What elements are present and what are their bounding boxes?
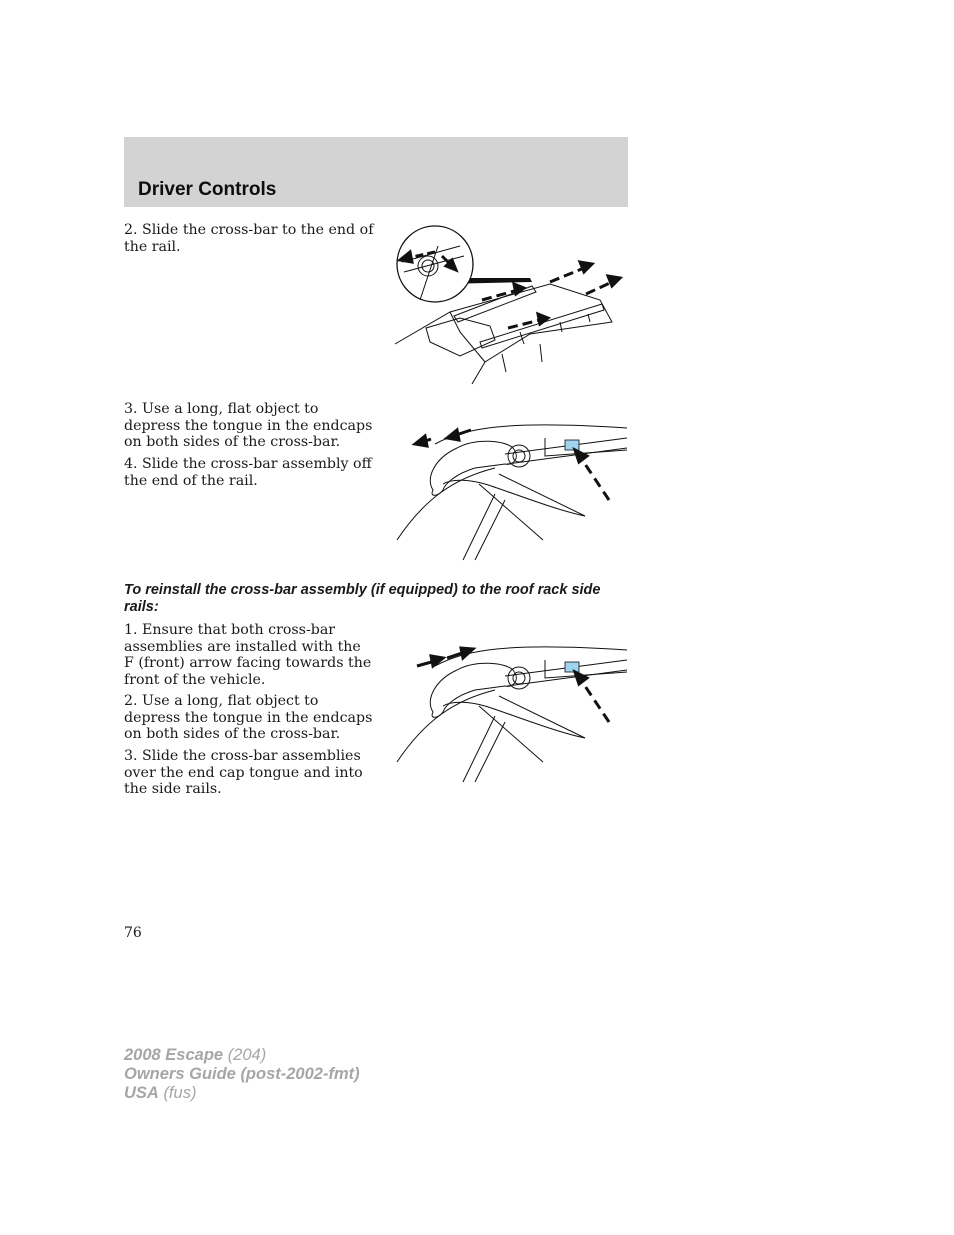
footer-guide: Owners Guide (post-2002-fmt) [124,1065,360,1083]
reinstall-step-3: 3. Slide the cross-bar assemblies over the end cap tongue and into the side rails. [124,748,363,797]
removal-step-2: 2. Slide the cross-bar to the end of the rail. [124,222,374,255]
depress-tongue-remove-illustration [395,418,631,564]
footer-model-code: (204) [227,1046,267,1064]
reinstall-crossbar-illustration [395,640,631,786]
removal-step-3: 3. Use a long, flat object to depress the tongue in the endcaps on both sides of the cross-bar. [124,401,373,450]
footer-market-code: (fus) [163,1084,197,1102]
footer-market: USA [124,1084,159,1102]
page-number: 76 [124,925,142,941]
reinstall-step-2: 2. Use a long, flat object to depress the tongue in the endcaps on both sides of the cross-bar. [124,693,373,742]
footer-model: 2008 Escape [124,1046,224,1064]
reinstall-step-1: 1. Ensure that both cross-bar assemblies are installed with the F (front) arrow facing towards the front of the vehicle. [124,622,372,688]
removal-step-4: 4. Slide the cross-bar assembly off the end of the rail. [124,456,372,489]
footer-imprint [124,1046,360,1103]
reinstall-heading: To reinstall the cross-bar assembly (if equipped) to the roof rack side rails: [124,582,601,615]
slide-crossbar-illustration [390,222,630,386]
section-title: Driver Controls [138,179,277,200]
section-header-band [124,137,628,207]
